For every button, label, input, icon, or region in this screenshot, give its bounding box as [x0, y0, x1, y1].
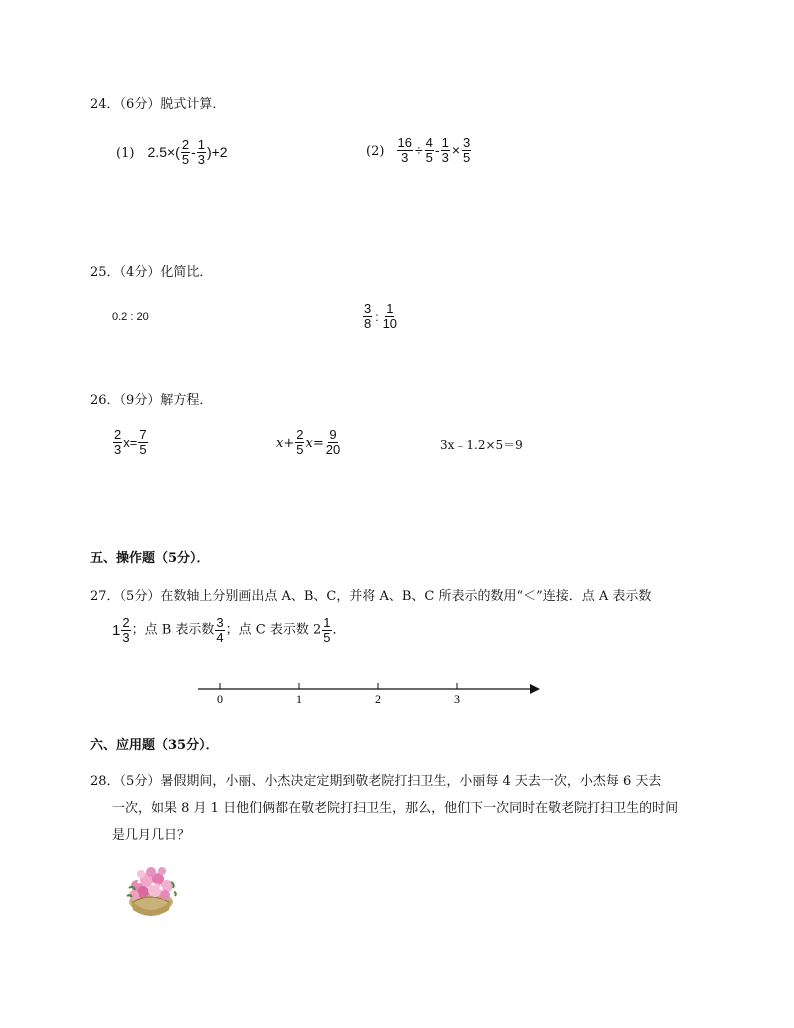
- q27-line2: [112, 616, 346, 645]
- q26-eq1: [112, 428, 149, 457]
- q24-part2: [366, 136, 472, 165]
- q27-mid2: ；点 C 表示数 2: [225, 622, 322, 638]
- q24-p2-frac3: $\frac{1}{3}$: [441, 135, 449, 165]
- q24-p2-frac4: $\frac{3}{5}$: [463, 135, 471, 165]
- q26-header: 26．（9分）解方程．: [90, 393, 213, 408]
- q24-part1: [116, 138, 228, 167]
- q24-p1-minus: -: [191, 144, 196, 160]
- q24-p1-frac1: $\frac{2}{5}$: [181, 137, 190, 167]
- q24-part1-label: (1): [116, 146, 135, 161]
- q26-eq2-frac: $\frac{2}{5}$: [296, 427, 304, 457]
- q27-end: ．: [332, 622, 346, 638]
- q27-a-frac: $\frac{2}{3}$: [122, 615, 130, 645]
- q26-eq2-eq: =: [312, 436, 324, 451]
- q26-eq2: [276, 428, 342, 457]
- q26-eq2-x: x: [276, 436, 284, 451]
- q24-header: 24．（6分）脱式计算．: [90, 97, 226, 112]
- q26-eq1-frac-right: $\frac{7}{5}$: [139, 427, 147, 457]
- q27-c-frac: $\frac{1}{5}$: [323, 615, 331, 645]
- q25-p2-colon: :: [375, 310, 379, 324]
- q27-mid1: ；点 B 表示数: [131, 622, 215, 638]
- tick-label-3: 3: [454, 692, 460, 706]
- number-line: [190, 678, 550, 712]
- q28-line2: 一次，如果 8 月 1 日他们俩都在敬老院打扫卫生，那么，他们下一次同时在敬老院打扫卫生的时间: [112, 801, 679, 816]
- tick-label-0: 0: [217, 692, 223, 706]
- q27-a-int: 1: [112, 622, 121, 639]
- q24-p2-div: ÷: [414, 142, 423, 158]
- q26-eq3: 3x﹣1.2×5＝9: [440, 438, 523, 452]
- q25-p2-frac1: $\frac{3}{8}$: [364, 301, 372, 331]
- q28-line1: 28．（5分）暑假期间，小丽、小杰决定定期到敬老院打扫卫生，小丽每 4 天去一次，小杰每 6 天去: [90, 774, 662, 789]
- q27-line1: 27．（5分）在数轴上分别画出点 A、B、C，并将 A、B、C 所表示的数用“＜”连接．点 A 表示数: [90, 589, 652, 604]
- q26-eq1-frac-left: $\frac{2}{3}$: [114, 427, 122, 457]
- q26-eq2-x2: x: [305, 436, 313, 451]
- section6-title: 六、应用题（35分）．: [90, 738, 219, 753]
- q24-p2-frac1: $\frac{16}{3}$: [397, 135, 412, 165]
- q26-eq2-plus: +: [283, 436, 295, 451]
- tick-label-1: 1: [296, 692, 302, 706]
- q24-p1-expr-b: )+2: [206, 144, 228, 160]
- q24-p2-frac2: $\frac{4}{5}$: [425, 135, 433, 165]
- number-line-arrow-icon: [530, 684, 540, 694]
- q25-part1: 0.2 : 20: [112, 311, 149, 323]
- tick-label-2: 2: [375, 692, 381, 706]
- q26-eq2-frac-right: $\frac{9}{20}$: [325, 427, 341, 457]
- q25-p2-frac2: $\frac{1}{10}$: [382, 301, 398, 331]
- q28-line3: 是几月几日？: [112, 828, 191, 843]
- flower-basket-icon: [117, 862, 185, 918]
- q27-b-frac: $\frac{3}{4}$: [216, 615, 224, 645]
- q24-p2-minus: -: [434, 142, 440, 158]
- q25-part2: [362, 302, 399, 331]
- q24-p2-times: ×: [451, 142, 460, 158]
- q25-header: 25．（4分）化简比．: [90, 265, 213, 280]
- q24-p1-frac2: $\frac{1}{3}$: [197, 137, 205, 167]
- q24-p1-expr-a: 2.5×(: [147, 144, 180, 160]
- section5-title: 五、操作题（5分）．: [90, 551, 210, 566]
- q26-eq1-mid: x=: [123, 435, 138, 450]
- q24-part2-label: (2): [366, 144, 385, 159]
